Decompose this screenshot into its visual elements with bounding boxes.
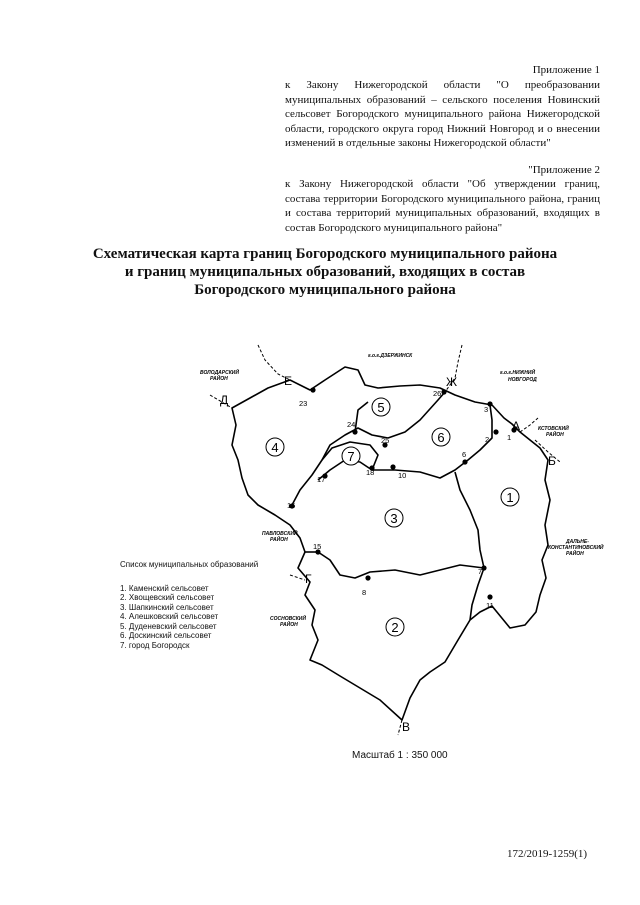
point-26-dot: [441, 389, 446, 394]
kstovsky-label-1: КСТОВСКИЙ: [538, 426, 569, 432]
point-3-dot: [487, 401, 492, 406]
point-24-label: 24: [347, 420, 356, 429]
boundary-6-south: [372, 405, 492, 478]
region-6-number: 6: [437, 430, 445, 445]
appendix-1-title: Приложение 1: [532, 64, 600, 76]
dk-label-1: ДАЛЬНЕ-: [566, 539, 589, 545]
volodarsky-label-2: РАЙОН: [210, 376, 228, 382]
point-6-dot: [462, 459, 467, 464]
map-title: Схематическая карта границ Богородского муниципального района и границ муниципальных образований, входящих в состав Богородского муниципального района: [92, 246, 558, 298]
point-10-dot: [390, 464, 395, 469]
legend-title: Список муниципальных образований: [120, 560, 259, 569]
point-3-label: 3: [484, 405, 489, 414]
point-11-label: 11: [486, 601, 494, 610]
document-number: 172/2019-1259(1): [507, 848, 588, 860]
region-2-number: 2: [391, 620, 399, 635]
boundary-5-6: [355, 402, 368, 432]
point-26-label: 26: [433, 389, 442, 398]
sosnovsky-label-1: СОСНОВСКИЙ: [270, 616, 306, 622]
dk-label-2: КОНСТАНТИНОВСКИЙ: [548, 545, 604, 551]
point-7-dot: [481, 565, 486, 570]
legend-item: 4. Алешковский сельсовет: [120, 612, 219, 621]
letter-e: Е: [284, 374, 293, 388]
region-5-number: 5: [377, 400, 385, 415]
region-4-number: 4: [271, 440, 279, 455]
legend-item: 7. город Богородск: [120, 640, 190, 650]
point-8-dot: [365, 575, 370, 580]
boundary-1-west: [455, 472, 484, 568]
letter-a: А: [512, 419, 521, 433]
point-1-label: 1: [507, 433, 512, 442]
boundary-3-south: [318, 552, 484, 578]
pavlovsky-label-2: РАЙОН: [270, 537, 288, 543]
legend: [120, 560, 290, 650]
district-boundary: [232, 367, 550, 720]
legend-item: 5. Дуденевский сельсовет: [120, 621, 217, 631]
volodarsky-label-1: ВОЛОДАРСКИЙ: [200, 370, 240, 376]
region-1-number: 1: [506, 490, 514, 505]
region-3-number: 3: [390, 511, 398, 526]
point-17-label: 17: [317, 475, 326, 484]
letter-g: Г: [305, 572, 312, 586]
neighbor-boundary-east: [520, 418, 538, 432]
legend-item: 2. Хвощевский сельсовет: [120, 593, 215, 602]
letter-d: Д: [220, 393, 229, 407]
boundary-4-north: [292, 392, 445, 505]
point-7-label: 7: [478, 567, 483, 576]
legend-list: [120, 584, 290, 651]
appendix-2-title: "Приложение 2: [528, 164, 600, 176]
point-23-label: 23: [299, 399, 308, 408]
point-18-label: 18: [366, 468, 375, 477]
point-16-label: 16: [287, 501, 296, 510]
point-2-dot: [493, 429, 498, 434]
kstovsky-label-2: РАЙОН: [546, 432, 564, 438]
point-2-label: 2: [485, 435, 490, 444]
point-8-label: 8: [362, 588, 367, 597]
point-11-dot: [487, 594, 492, 599]
legend-item: 3. Шапкинский сельсовет: [120, 602, 214, 612]
letter-b: Б: [548, 454, 556, 468]
point-6-label: 6: [462, 450, 467, 459]
point-10-label: 10: [398, 471, 407, 480]
nn-label-1: г.о.г.НИЖНИЙ: [500, 370, 536, 376]
appendix-2-text: к Закону Нижегородской области "Об утверждении границ, состава территории Богородского муниципального района, границ и состава территорий муниципальных образований, входящих в состав Богородского муниципального района": [285, 178, 600, 234]
dk-label-3: РАЙОН: [566, 551, 584, 557]
map-scale: Масштаб 1 : 350 000: [352, 750, 448, 761]
legend-item: 6. Доскинский сельсовет: [120, 631, 212, 640]
letter-v: В: [402, 720, 411, 734]
dzerzhinsk-label: г.о.г.ДЗЕРЖИНСК: [368, 353, 413, 359]
letter-zh: Ж: [446, 375, 458, 389]
point-23-dot: [310, 387, 315, 392]
region-7-number: 7: [347, 449, 355, 464]
point-15-label: 15: [313, 542, 322, 551]
neighbor-boundary-sw: [290, 575, 305, 580]
point-24-dot: [352, 429, 357, 434]
appendix-1-text: к Закону Нижегородской области "О преобразовании муниципальных образований – сельского поселения Новинский сельсовет Богородского муниципального района Нижегородской области, городского округа город Нижний Новгород и о внесении изменений в отдельные законы Нижегородской области": [285, 79, 600, 149]
point-25-label: 25: [381, 436, 390, 445]
sosnovsky-label-2: РАЙОН: [280, 622, 298, 628]
legend-item: 1. Каменский сельсовет: [120, 583, 209, 593]
pavlovsky-label-1: ПАВЛОВСКИЙ: [262, 531, 298, 537]
nn-label-2: НОВГОРОД: [508, 377, 537, 383]
